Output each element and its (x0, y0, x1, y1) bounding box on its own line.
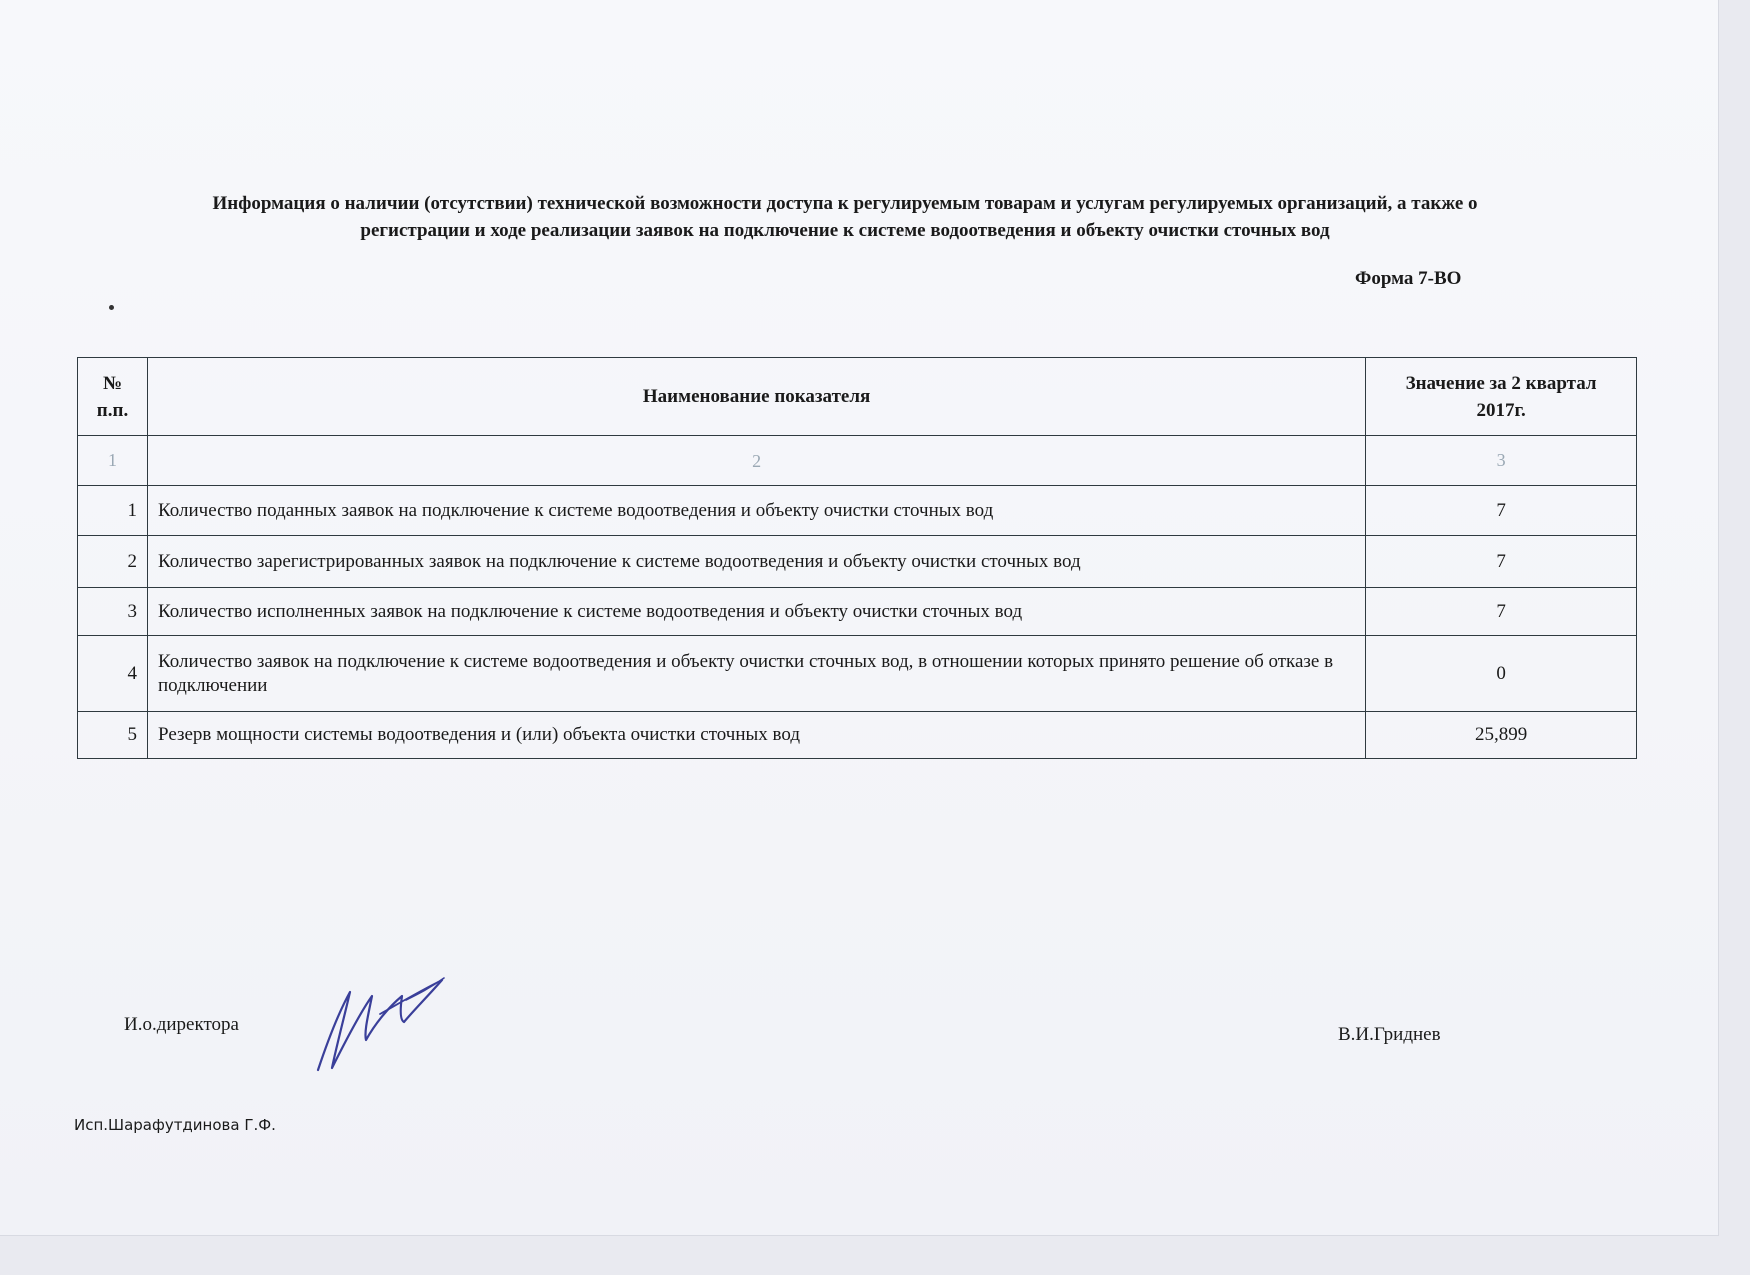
row-num: 5 (78, 712, 148, 759)
signatory-position: И.о.директора (124, 1014, 239, 1035)
document-title-line-2: регистрации и ходе реализации заявок на подключение к системе водоотведения и объекту очистки сточных вод (360, 220, 1330, 241)
document-title (110, 190, 1580, 244)
row-value: 25,899 (1366, 712, 1637, 759)
table-row (78, 486, 1637, 536)
handwritten-signature (310, 970, 450, 1080)
table-row (78, 588, 1637, 636)
row-value: 7 (1366, 588, 1637, 636)
row-name: Количество зарегистрированных заявок на подключение к системе водоотведения и объекту очистки сточных вод (148, 536, 1366, 588)
form-label: Форма 7-ВО (1355, 268, 1462, 289)
row-value: 0 (1366, 636, 1637, 712)
indicators-table (77, 357, 1637, 759)
header-value (1366, 358, 1637, 436)
row-name: Резерв мощности системы водоотведения и (или) объекта очистки сточных вод (148, 712, 1366, 759)
row-name: Количество поданных заявок на подключение к системе водоотведения и объекту очистки сточных вод (148, 486, 1366, 536)
row-name: Количество заявок на подключение к системе водоотведения и объекту очистки сточных вод, в отношении которых принято решение об отказе в подключении (148, 636, 1366, 712)
row-name: Количество исполненных заявок на подключение к системе водоотведения и объекту очистки сточных вод (148, 588, 1366, 636)
document-title-line-1: Информация о наличии (отсутствии) технической возможности доступа к регулируемым товарам и услугам регулируемых организаций, а также о (212, 193, 1478, 214)
column-index-value: 3 (1366, 436, 1637, 486)
table-header-row (78, 358, 1637, 436)
header-num: № п.п. (78, 358, 148, 436)
row-num: 1 (78, 486, 148, 536)
column-index-num: 1 (78, 436, 148, 486)
ink-speck (109, 305, 114, 310)
row-value: 7 (1366, 536, 1637, 588)
table-row (78, 536, 1637, 588)
row-num: 3 (78, 588, 148, 636)
row-value: 7 (1366, 486, 1637, 536)
row-num: 2 (78, 536, 148, 588)
header-value-line-1: Значение за 2 квартал (1405, 372, 1597, 394)
header-name: Наименование показателя (148, 358, 1366, 436)
table-row (78, 712, 1637, 759)
executor-name: Исп.Шарафутдинова Г.Ф. (74, 1116, 276, 1134)
column-index-name: 2 (148, 436, 1366, 486)
column-index-row (78, 436, 1637, 486)
row-num: 4 (78, 636, 148, 712)
header-value-line-2: 2017г. (1476, 399, 1526, 421)
table-row (78, 636, 1637, 712)
signatory-name: В.И.Гриднев (1338, 1024, 1441, 1045)
